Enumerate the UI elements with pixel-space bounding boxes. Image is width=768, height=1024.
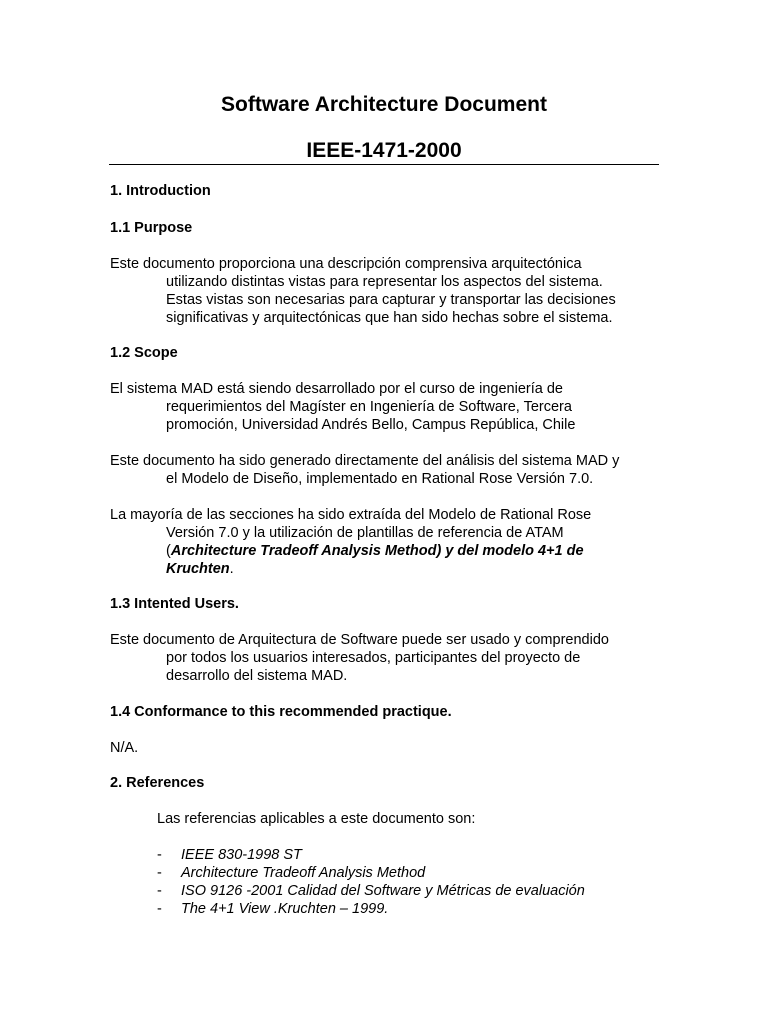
intended-users-paragraph bbox=[110, 631, 670, 685]
paragraph-line: por todos los usuarios interesados, participantes del proyecto de bbox=[166, 650, 581, 666]
paragraph-line: desarrollo del sistema MAD. bbox=[166, 668, 348, 684]
paragraph-line: promoción, Universidad Andrés Bello, Campus República, Chile bbox=[166, 417, 576, 433]
section-heading-intended-users: 1.3 Intented Users. bbox=[110, 596, 239, 612]
list-bullet: - bbox=[157, 883, 162, 899]
reference-text: Architecture Tradeoff Analysis Method bbox=[181, 865, 426, 881]
references-intro: Las referencias aplicables a este documento son: bbox=[157, 811, 476, 827]
list-bullet: - bbox=[157, 847, 162, 863]
reference-text: ISO 9126 -2001 Calidad del Software y Métricas de evaluación bbox=[181, 883, 585, 899]
scope-paragraph-1 bbox=[110, 380, 670, 434]
list-bullet: - bbox=[157, 901, 162, 917]
paragraph-line: Este documento ha sido generado directamente del análisis del sistema MAD y bbox=[110, 453, 620, 469]
section-heading-scope: 1.2 Scope bbox=[110, 345, 178, 361]
sentence-end: . bbox=[229, 561, 234, 577]
paragraph-line: Estas vistas son necesarias para capturar y transportar las decisiones bbox=[166, 292, 616, 308]
paragraph-line: La mayoría de las secciones ha sido extraída del Modelo de Rational Rose bbox=[110, 507, 592, 523]
section-heading-references: 2. References bbox=[110, 775, 205, 791]
title-divider bbox=[109, 164, 659, 165]
document-title: Software Architecture Document bbox=[221, 93, 547, 116]
section-heading-introduction: 1. Introduction bbox=[110, 183, 211, 199]
paragraph-line: requerimientos del Magíster en Ingeniería de Software, Tercera bbox=[166, 399, 572, 415]
paragraph-line: El sistema MAD está siendo desarrollado por el curso de ingeniería de bbox=[110, 381, 563, 397]
open-parenthesis: ( bbox=[166, 543, 171, 559]
scope-paragraph-3 bbox=[110, 506, 670, 578]
paragraph-line: Versión 7.0 y la utilización de plantillas de referencia de ATAM bbox=[166, 525, 564, 541]
atam-reference: Architecture Tradeoff Analysis Method) y del modelo 4+1 de bbox=[170, 543, 584, 559]
conformance-text: N/A. bbox=[110, 740, 139, 756]
document-subtitle: IEEE-1471-2000 bbox=[306, 139, 462, 162]
reference-text: The 4+1 View .Kruchten – 1999. bbox=[181, 901, 389, 917]
paragraph-line: significativas y arquitectónicas que han sido hechas sobre el sistema. bbox=[166, 310, 613, 326]
reference-text: IEEE 830-1998 ST bbox=[181, 847, 302, 863]
paragraph-line: Este documento de Arquitectura de Software puede ser usado y comprendido bbox=[110, 632, 609, 648]
paragraph-line: el Modelo de Diseño, implementado en Rational Rose Versión 7.0. bbox=[166, 471, 594, 487]
scope-paragraph-2 bbox=[110, 452, 670, 488]
paragraph-line: Este documento proporciona una descripción comprensiva arquitectónica bbox=[110, 256, 582, 272]
paragraph-line bbox=[110, 542, 670, 560]
paragraph-line bbox=[110, 560, 670, 578]
section-heading-purpose: 1.1 Purpose bbox=[110, 220, 193, 236]
purpose-paragraph bbox=[110, 255, 670, 327]
section-heading-conformance: 1.4 Conformance to this recommended practique. bbox=[110, 704, 452, 720]
kruchten-reference: Kruchten bbox=[166, 561, 230, 577]
paragraph-line: utilizando distintas vistas para representar los aspectos del sistema. bbox=[166, 274, 603, 290]
list-bullet: - bbox=[157, 865, 162, 881]
